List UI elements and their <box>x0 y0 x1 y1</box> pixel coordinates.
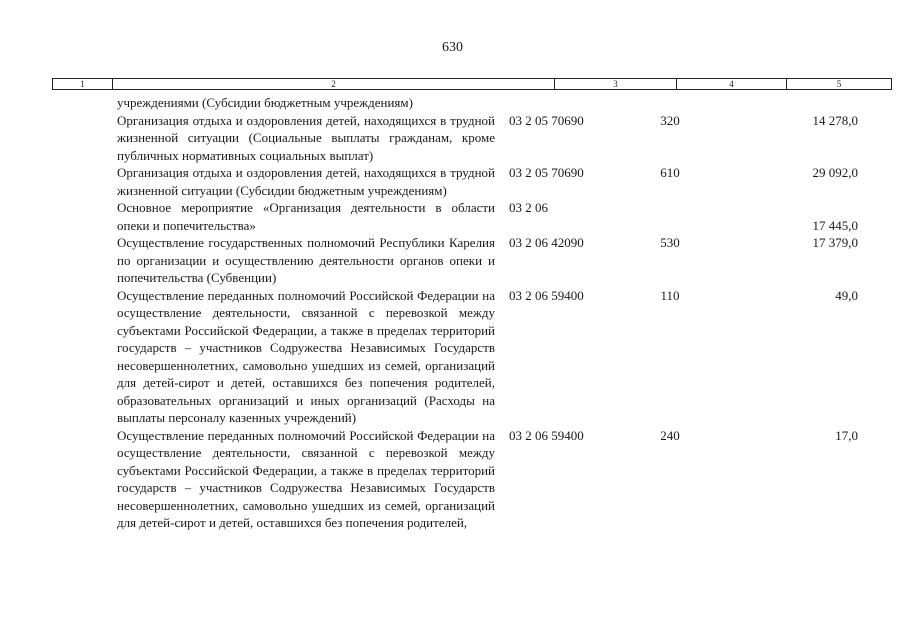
row-amount: 49,0 <box>835 287 858 303</box>
row-description: Основное мероприятие «Организация деятельности в области опеки и попечительства» <box>117 200 495 233</box>
table-row <box>0 427 905 532</box>
row-description: Осуществление государственных полномочий Республики Карелия по организации и осуществлению деятельности органов опеки и попечительства (Субвенции) <box>117 235 495 285</box>
table-row <box>0 164 905 199</box>
table-row <box>0 234 905 287</box>
row-target-code: 03 2 05 70690 <box>509 165 584 180</box>
row-expense-type: 240 <box>660 427 680 443</box>
row-amount: 14 278,0 <box>812 112 858 128</box>
row-target-code: 03 2 06 42090 <box>509 235 584 250</box>
table-row <box>0 287 905 427</box>
row-target-code: 03 2 06 59400 <box>509 287 584 303</box>
row-target-code: 03 2 05 70690 <box>509 112 584 128</box>
row-expense-type: 530 <box>660 235 680 250</box>
header-col-1: 1 <box>53 79 113 89</box>
row-description: Организация отдыха и оздоровления детей, находящихся в трудной жизненной ситуации (Субсидии бюджетным учреждениям) <box>117 165 495 198</box>
table-row <box>0 94 905 112</box>
header-col-3: 3 <box>555 79 677 89</box>
row-description: Организация отдыха и оздоровления детей, находящихся в трудной жизненной ситуации (Социальные выплаты гражданам, кроме публичных нормативных социальных выплат) <box>117 112 495 163</box>
row-amount: 17 379,0 <box>812 235 858 250</box>
header-col-2: 2 <box>113 79 555 89</box>
table-row <box>0 112 905 165</box>
row-target-code: 03 2 06 <box>509 200 548 215</box>
row-amount: 17 445,0 <box>812 217 858 233</box>
row-expense-type: 110 <box>660 287 680 303</box>
row-expense-type: 320 <box>660 112 680 128</box>
row-description: Осуществление переданных полномочий Российской Федерации на осуществление деятельности, связанной с перевозкой между субъектами Российской Федерации, а также в пределах территорий государств – участников Содружества Независимых Государств несовершеннолетних, самовольно ушедших из семей, организаций для детей-сирот и детей, оставшихся без попечения родителей, <box>117 427 495 530</box>
page-number: 630 <box>442 40 463 55</box>
table-header <box>52 78 892 90</box>
row-description: учреждениями (Субсидии бюджетным учреждениям) <box>117 95 413 110</box>
row-expense-type: 610 <box>660 165 680 180</box>
header-col-4: 4 <box>677 79 787 89</box>
budget-table-body <box>0 94 905 532</box>
row-target-code: 03 2 06 59400 <box>509 427 584 443</box>
header-col-5: 5 <box>836 79 842 89</box>
table-row <box>0 199 905 234</box>
row-amount: 17,0 <box>835 427 858 443</box>
row-description: Осуществление переданных полномочий Российской Федерации на осуществление деятельности, связанной с перевозкой между субъектами Российской Федерации, а также в пределах территорий государств – участников Содружества Независимых Государств несовершеннолетних, самовольно ушедших из семей, организаций для детей-сирот и детей, оставшихся без попечения родителей, образовательных организаций и иных организаций (Расходы на выплаты персоналу казенных учреждений) <box>117 287 495 425</box>
row-amount: 29 092,0 <box>812 165 858 180</box>
